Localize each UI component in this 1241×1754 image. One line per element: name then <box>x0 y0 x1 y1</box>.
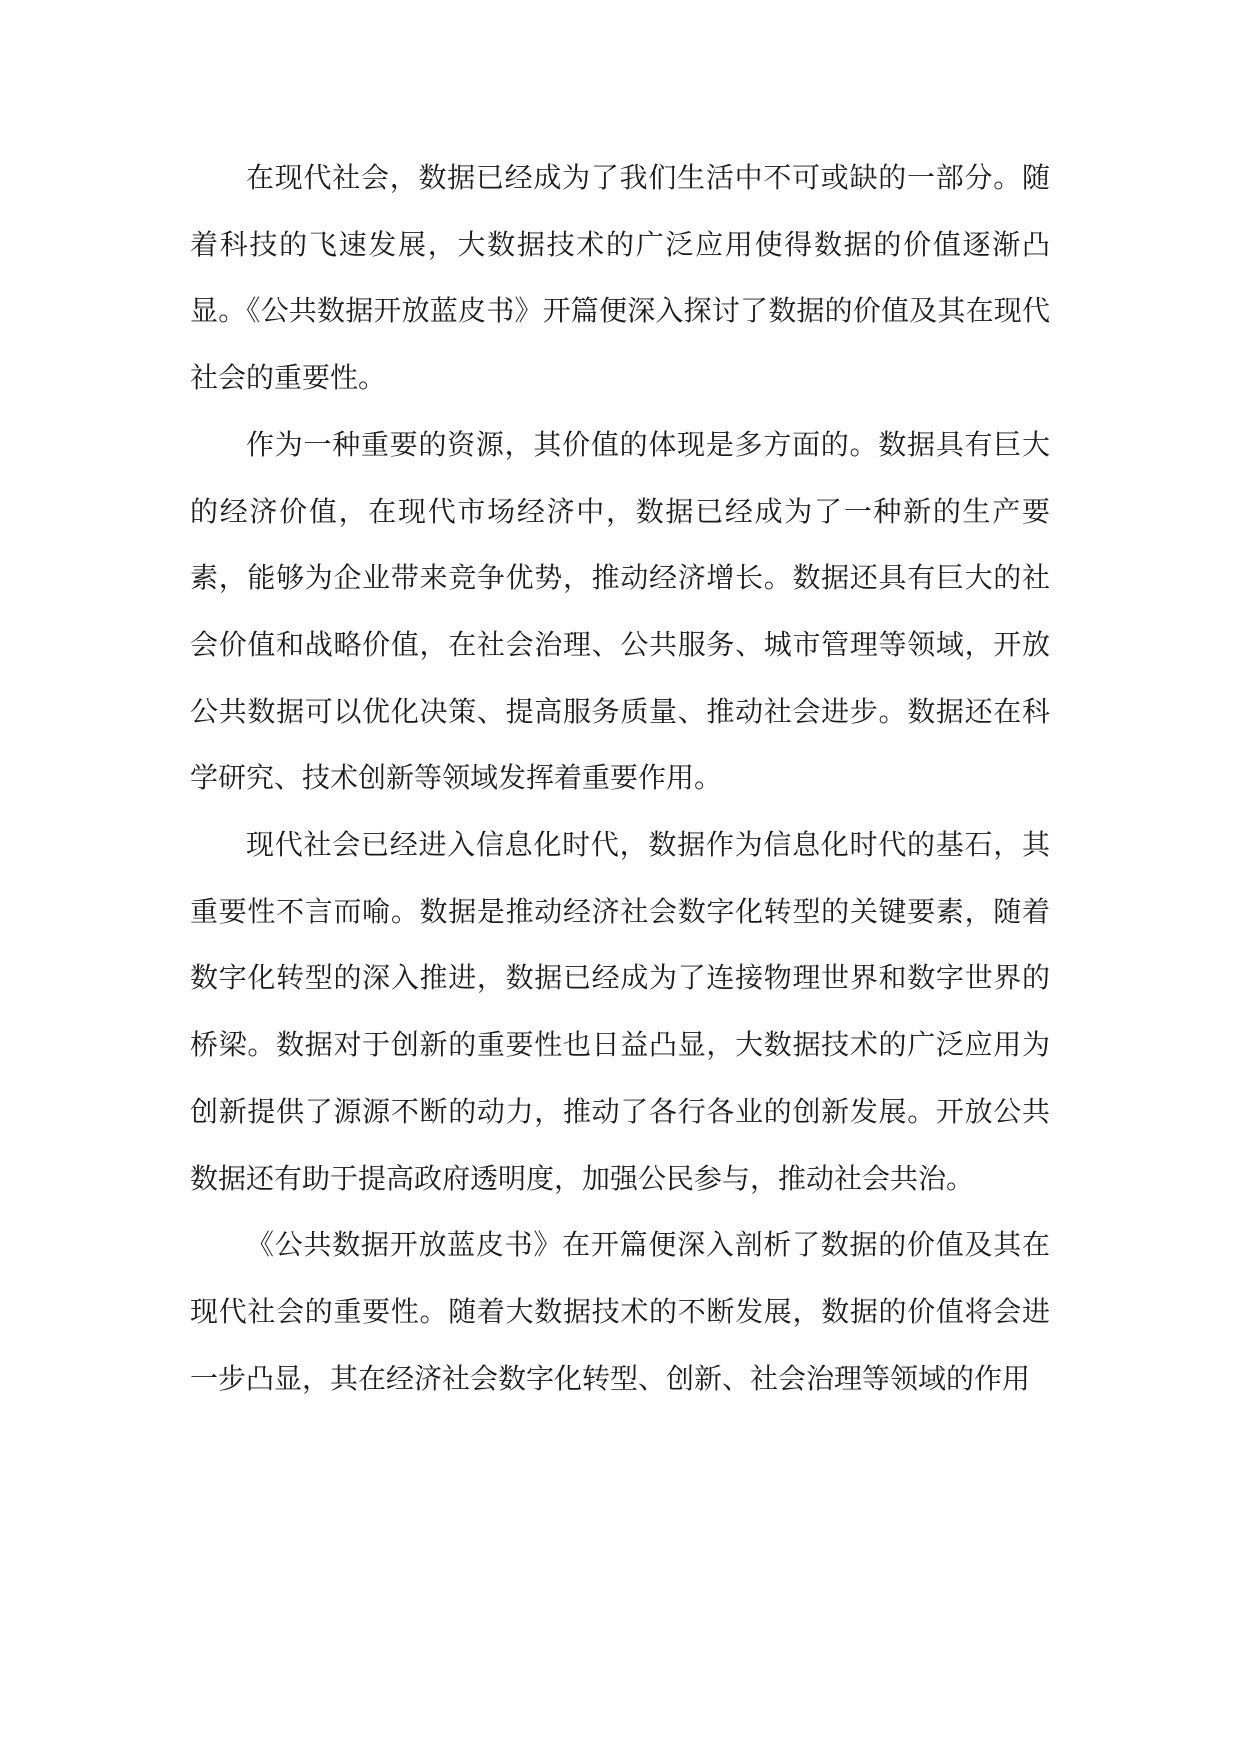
paragraph-3: 现代社会已经进入信息化时代，数据作为信息化时代的基石，其重要性不言而喻。数据是推动经济社会数字化转型的关键要素，随着数字化转型的深入推进，数据已经成为了连接物理世界和数字世界的桥梁。数据对于创新的重要性也日益凸显，大数据技术的广泛应用为创新提供了源源不断的动力，推动了各行各业的创新发展。开放公共数据还有助于提高政府透明度，加强公民参与，推动社会共治。 <box>190 828 1050 1195</box>
paragraph-2: 作为一种重要的资源，其价值的体现是多方面的。数据具有巨大的经济价值，在现代市场经济中，数据已经成为了一种新的生产要素，能够为企业带来竞争优势，推动经济增长。数据还具有巨大的社会价值和战略价值，在社会治理、公共服务、城市管理等领域，开放公共数据可以优化决策、提高服务质量、推动社会进步。数据还在科学研究、技术创新等领域发挥着重要作用。 <box>190 427 1050 795</box>
paragraph-4: 《公共数据开放蓝皮书》在开篇便深入剖析了数据的价值及其在现代社会的重要性。随着大数据技术的不断发展，数据的价值将会进一步凸显，其在经济社会数字化转型、创新、社会治理等领域的作用 <box>190 1228 1050 1395</box>
document-body <box>190 145 1050 1412</box>
paragraph-1: 在现代社会，数据已经成为了我们生活中不可或缺的一部分。随着科技的飞速发展，大数据技术的广泛应用使得数据的价值逐渐凸显。《公共数据开放蓝皮书》开篇便深入探讨了数据的价值及其在现代社会的重要性。 <box>190 161 1050 395</box>
